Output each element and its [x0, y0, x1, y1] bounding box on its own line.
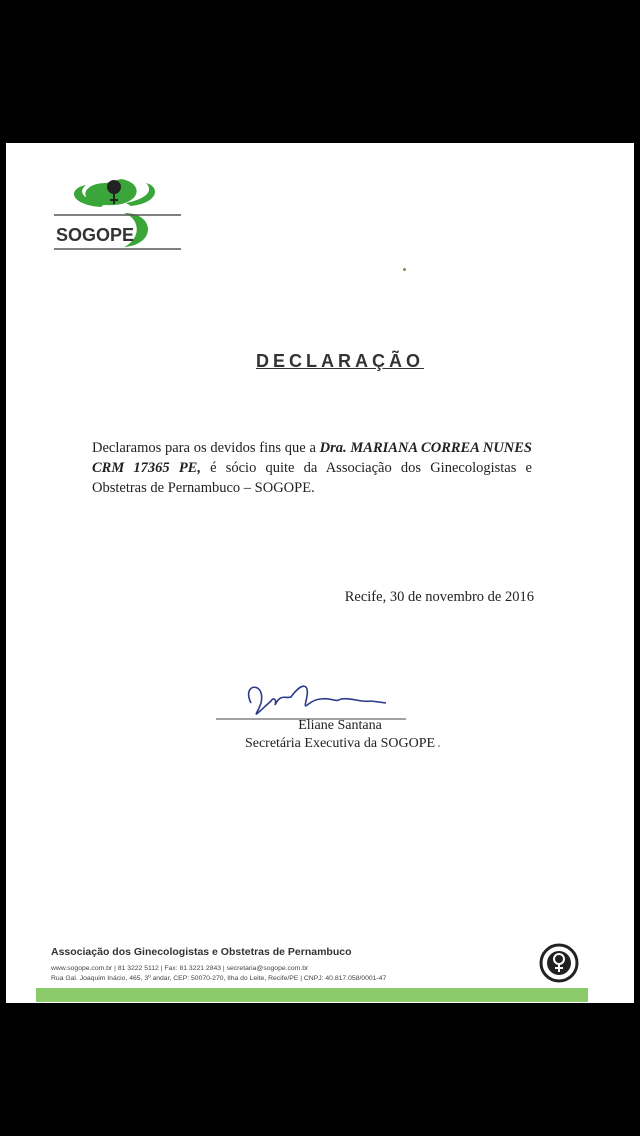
footer-address-line: Rua Gal. Joaquim Inácio, 465, 3º andar, CEP: 50070-270, Ilha do Leite, Recife/PE | CNPJ: 40.817.058/0001-47 [51, 975, 387, 982]
footer-color-bar [36, 988, 588, 1002]
footer-organization: Associação dos Ginecologistas e Obstetras de Pernambuco [51, 946, 352, 958]
scan-speck [403, 268, 406, 271]
body-part2: é sócio quite da Associação dos Ginecologistas e Obstetras de Pernambuco – SOGOPE. [92, 460, 532, 496]
document-heading: DECLARAÇÃO [256, 351, 424, 371]
body-part1: Declaramos para os devidos fins que a [92, 440, 320, 456]
scan-speck [438, 745, 440, 747]
document-date: Recife, 30 de novembro de 2016 [344, 589, 534, 605]
signer-title: Secretária Executiva da SOGOPE [244, 736, 436, 751]
document-page [6, 143, 634, 1003]
female-symbol-badge-icon [539, 943, 579, 983]
physician-name: Dra. MARIANA CORREA NUNES CRM 17365 PE, [92, 440, 532, 476]
sogope-logo [46, 173, 181, 253]
logo-text: SOGOPE [56, 225, 135, 245]
footer-contact-line: www.sogope.com.br | 81 3222 5112 | Fax: 81 3221 2843 | secretaria@sogope.com.br [51, 965, 309, 972]
signer-name: Eliane Santana [298, 718, 382, 733]
declaration-body [92, 438, 532, 498]
